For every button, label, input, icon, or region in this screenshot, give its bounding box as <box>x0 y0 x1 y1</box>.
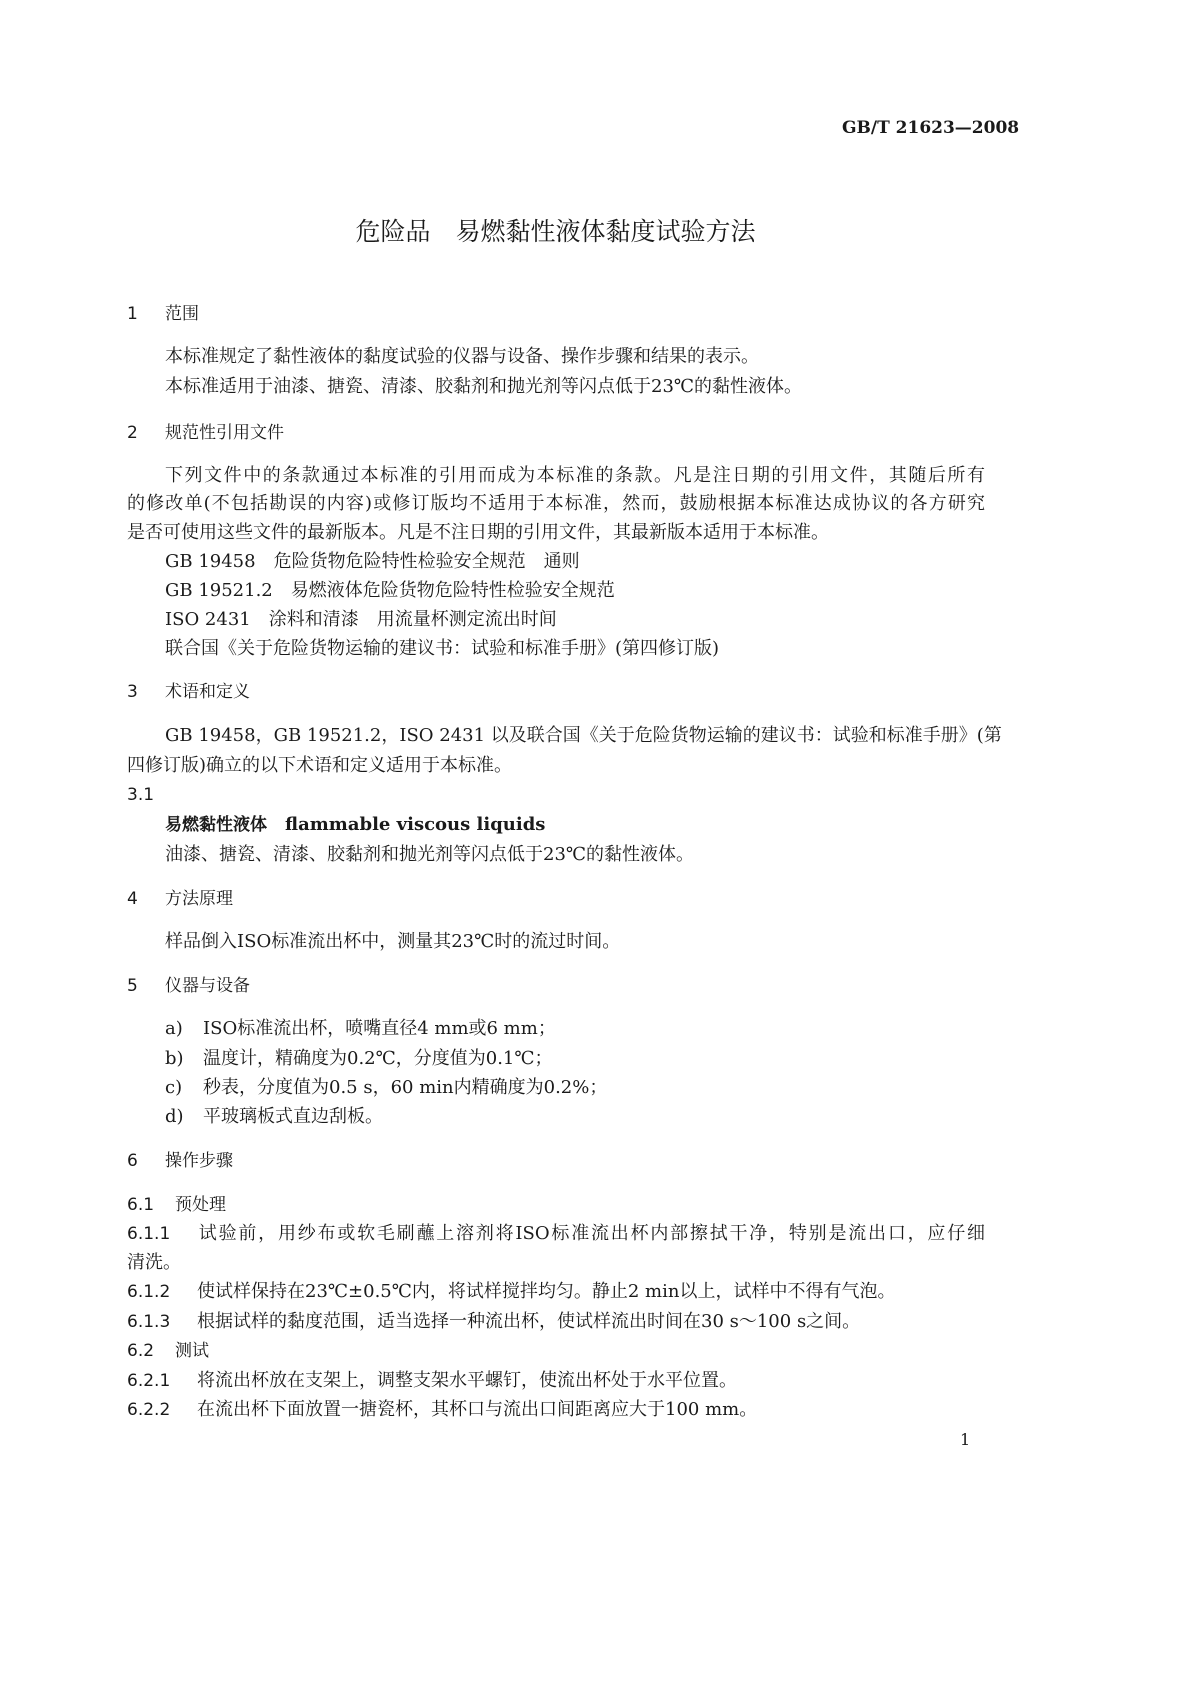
page-number: 1 <box>960 1430 971 1449</box>
clause-6-2-1: 6.2.1 将流出杯放在支架上，调整支架水平螺钉，使流出杯处于水平位置。 <box>127 1370 737 1391</box>
subsection-number: 3.1 <box>127 785 155 805</box>
term: 易燃黏性液体 flammable viscous liquids <box>165 814 546 835</box>
section-2-heading: 2 规范性引用文件 <box>127 423 284 443</box>
clause-continuation: 清洗。 <box>127 1252 181 1273</box>
paragraph-line: 下列文件中的条款通过本标准的引用而成为本标准的条款。凡是注日期的引用文件，其随后所有 <box>165 465 985 486</box>
paragraph-line: 的修改单(不包括勘误的内容)或修订版均不适用于本标准，然而，鼓励根据本标准达成协议的各方研究 <box>127 493 985 514</box>
list-item: c) 秒表，分度值为0.5 s，60 min内精确度为0.2%； <box>165 1077 608 1098</box>
page-title: 危险品 易燃黏性液体黏度试验方法 <box>355 217 756 246</box>
paragraph-line: GB 19458，GB 19521.2，ISO 2431 以及联合国《关于危险货物运输的建议书：试验和标准手册》(第 <box>165 725 1002 746</box>
section-4-heading: 4 方法原理 <box>127 889 233 909</box>
reference-item: 联合国《关于危险货物运输的建议书：试验和标准手册》(第四修订版) <box>165 638 720 659</box>
standard-number: GB/T 21623—2008 <box>842 118 1020 138</box>
paragraph: 样品倒入ISO标准流出杯中，测量其23℃时的流过时间。 <box>165 931 621 952</box>
paragraph-line: 四修订版)确立的以下术语和定义适用于本标准。 <box>127 755 513 776</box>
clause-6-1-2: 6.1.2 使试样保持在23℃±0.5℃内，将试样搅拌均匀。静止2 min以上，试样中不得有气泡。 <box>127 1281 896 1302</box>
section-6-heading: 6 操作步骤 <box>127 1151 233 1171</box>
clause-6-1-3: 6.1.3 根据试样的黏度范围，适当选择一种流出杯，使试样流出时间在30 s～100 s之间。 <box>127 1311 861 1332</box>
paragraph: 本标准规定了黏性液体的黏度试验的仪器与设备、操作步骤和结果的表示。 <box>165 346 759 367</box>
subsection-6-2-heading: 6.2 测试 <box>127 1341 209 1361</box>
section-5-heading: 5 仪器与设备 <box>127 976 250 996</box>
clause-6-1-1: 6.1.1 试验前，用纱布或软毛刷蘸上溶剂将ISO标准流出杯内部擦拭干净，特别是流出口，应仔细 <box>127 1223 985 1244</box>
list-item: a) ISO标准流出杯，喷嘴直径4 mm或6 mm； <box>165 1018 556 1039</box>
clause-6-2-2: 6.2.2 在流出杯下面放置一搪瓷杯，其杯口与流出口间距离应大于100 mm。 <box>127 1399 758 1420</box>
section-1-heading: 1 范围 <box>127 304 199 324</box>
list-item: b) 温度计，精确度为0.2℃，分度值为0.1℃； <box>165 1048 553 1069</box>
section-3-heading: 3 术语和定义 <box>127 682 250 702</box>
subsection-6-1-heading: 6.1 预处理 <box>127 1195 226 1215</box>
paragraph: 本标准适用于油漆、搪瓷、清漆、胶黏剂和抛光剂等闪点低于23℃的黏性液体。 <box>165 376 803 397</box>
list-item: d) 平玻璃板式直边刮板。 <box>165 1106 383 1127</box>
term-definition: 油漆、搪瓷、清漆、胶黏剂和抛光剂等闪点低于23℃的黏性液体。 <box>165 844 695 865</box>
reference-item: ISO 2431 涂料和清漆 用流量杯测定流出时间 <box>165 609 557 630</box>
reference-item: GB 19458 危险货物危险特性检验安全规范 通则 <box>165 551 580 572</box>
reference-item: GB 19521.2 易燃液体危险货物危险特性检验安全规范 <box>165 580 615 601</box>
paragraph-line: 是否可使用这些文件的最新版本。凡是不注日期的引用文件，其最新版本适用于本标准。 <box>127 522 829 543</box>
